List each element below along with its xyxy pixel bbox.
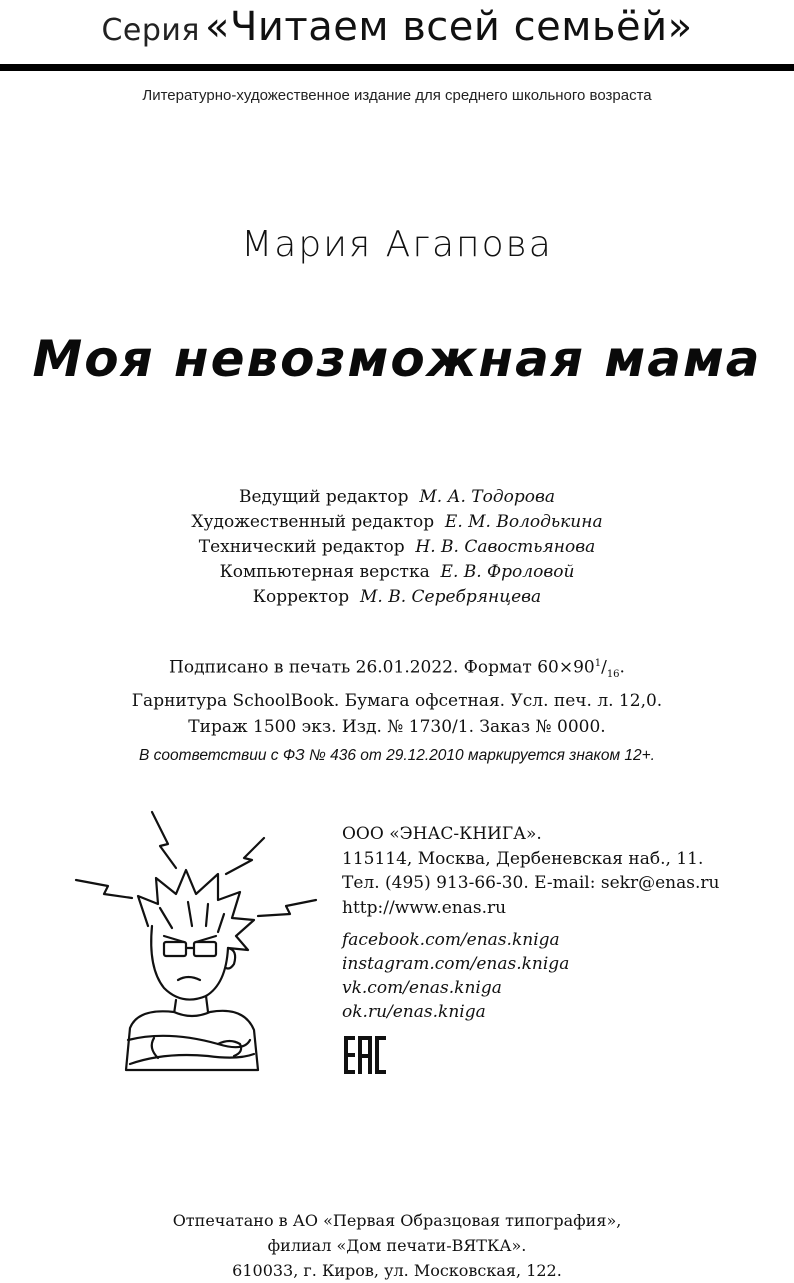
eac-mark: [342, 1032, 388, 1078]
angry-boy-illustration: [68, 808, 328, 1078]
series-name: «Читаем всей семьёй»: [205, 4, 693, 50]
publisher-address: 115114, Москва, Дербеневская наб., 11.: [342, 848, 704, 869]
printer-line-3: 610033, г. Киров, ул. Московская, 122.: [232, 1261, 562, 1280]
series-header: [0, 4, 794, 50]
credit-role: Ведущий редактор: [238, 487, 409, 507]
format-sup: 1: [594, 658, 602, 669]
credit-role: Художественный редактор: [191, 512, 435, 532]
publisher-contacts[interactable]: Тел. (495) 913-66-30. E-mail: sekr@enas.ru: [342, 873, 720, 893]
credit-role: Технический редактор: [198, 537, 405, 557]
publisher-name: ООО «ЭНАС-КНИГА».: [342, 824, 542, 844]
print-line-1-suffix: .: [619, 657, 625, 678]
print-line-3: Тираж 1500 экз. Изд. № 1730/1. Заказ № 0000.: [188, 717, 606, 738]
print-line-1-text: Подписано в печать 26.01.2022. Формат 60×90: [169, 657, 595, 678]
credit-person: М. В. Серебрянцева: [359, 587, 542, 607]
header-rule: [0, 64, 794, 71]
printer-info: [0, 1208, 794, 1283]
format-sub: 16: [606, 669, 620, 681]
publisher-website[interactable]: http://www.enas.ru: [342, 897, 507, 918]
publisher-block: [342, 822, 719, 920]
book-author: Мария Агапова: [241, 224, 553, 265]
age-rating-note: В соответствии с ФЗ № 436 от 29.12.2010 маркируется знаком 12+.: [139, 747, 655, 764]
social-link-ok[interactable]: ok.ru/enas.kniga: [342, 1002, 486, 1022]
social-link-facebook[interactable]: facebook.com/enas.kniga: [342, 930, 560, 950]
credit-line: [0, 510, 794, 535]
credits-block: [0, 485, 794, 610]
credit-line: [0, 585, 794, 610]
print-line-1: Подписано в печать 26.01.2022. Формат $60\times 90^1/_{16}$.: [169, 657, 625, 681]
series-label: Серия: [101, 13, 200, 48]
credit-person: Е. В. Фроловой: [440, 562, 575, 582]
printer-line-2: филиал «Дом печати-ВЯТКА».: [267, 1236, 527, 1255]
credit-person: Н. В. Савостьянова: [415, 537, 596, 557]
social-links: [342, 928, 569, 1024]
credit-line: [0, 560, 794, 585]
social-link-vk[interactable]: vk.com/enas.kniga: [342, 978, 502, 998]
print-line-2: Гарнитура SchoolBook. Бумага офсетная. Усл. печ. л. 12,0.: [131, 691, 663, 712]
edition-subtitle: Литературно-художественное издание для среднего школьного возраста: [142, 87, 652, 104]
credit-role: Корректор: [252, 587, 350, 607]
credit-role: Компьютерная верстка: [219, 562, 430, 582]
credit-line: [0, 535, 794, 560]
printer-line-1: Отпечатано в АО «Первая Образцовая типография»,: [172, 1211, 622, 1230]
credit-person: М. А. Тодорова: [419, 487, 556, 507]
social-link-instagram[interactable]: instagram.com/enas.kniga: [342, 954, 570, 974]
print-info: [0, 651, 794, 740]
credit-person: Е. М. Володькина: [444, 512, 603, 532]
credit-line: [0, 485, 794, 510]
book-title: Моя невозможная мама: [32, 330, 762, 388]
